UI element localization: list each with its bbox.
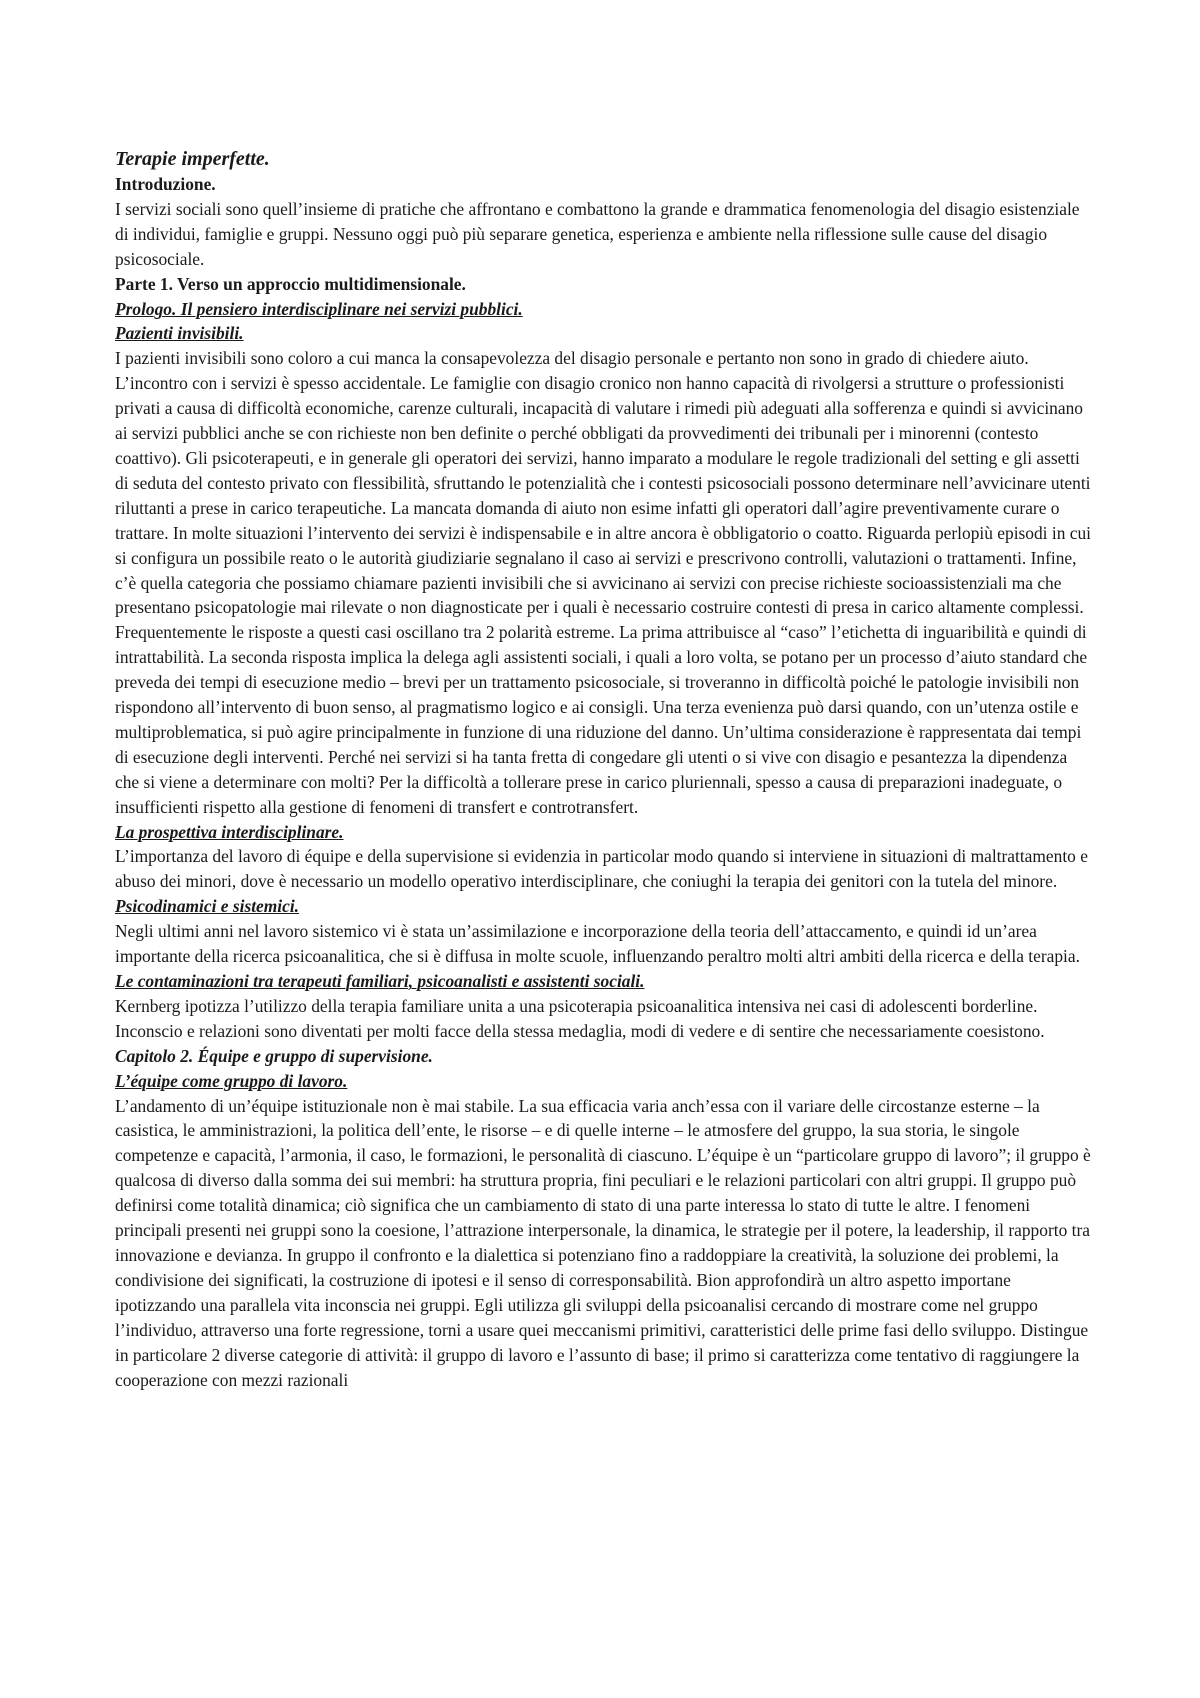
prologo-heading: Prologo. Il pensiero interdisciplinare nei servizi pubblici.	[115, 298, 523, 319]
intro-paragraph: I servizi sociali sono quell’insieme di pratiche che affrontano e combattono la grande e drammatica fenomenologia del disagio esistenziale di individui, famiglie e gruppi. Nessuno oggi può più separare genetica, esperienza e ambiente nella riflessione sulle cause del disagio psicosociale.	[115, 198, 1080, 269]
part1-heading: Parte 1. Verso un approccio multidimensionale.	[115, 273, 466, 294]
capitolo2-heading: Capitolo 2. Équipe e gruppo di supervisione.	[115, 1045, 433, 1066]
contaminazioni-heading: Le contaminazioni tra terapeuti familiari, psicoanalisti e assistenti sociali.	[115, 971, 645, 991]
document-title: Terapie imperfette.	[115, 148, 270, 170]
document-page	[115, 146, 1095, 1392]
equipe-paragraph: L’andamento di un’équipe istituzionale non è mai stabile. La sua efficacia varia anch’essa con il variare delle circostanze esterne – la casistica, le amministrazioni, la politica dell’ente, le risorse – e di quelle interne – le atmosfere del gruppo, la sua storia, le singole competenze e capacità, l’armonia, il caso, le formazioni, le personalità di ciascuno. L’équipe è un “particolare gruppo di lavoro”; il gruppo è qualcosa di diverso dalla somma dei sui membri: ha struttura propria, fini peculiari e le relazioni particolari con altri gruppi. Il gruppo può definirsi come totalità dinamica; ciò significa che un cambiamento di stato di una parte interessa lo stato di tutte le altre. I fenomeni principali presenti nei gruppi sono la coesione, l’attrazione interpersonale, la dinamica, le strategie per il potere, la leadership, il rapporto tra innovazione e devianza. In gruppo il confronto e la dialettica si potenziano fino a raddoppiare la creatività, la soluzione dei problemi, la condivisione dei significati, la costruzione di ipotesi e il senso di corresponsabilità. Bion approfondirà un altro aspetto importane ipotizzando una parallela vita inconscia nei gruppi. Egli utilizza gli sviluppi della psicoanalisi cercando di mostrare come nel gruppo l’individuo, attraverso una forte regressione, torni a usare quei meccanismi primitivi, caratteristici delle prime fasi dello sviluppo. Distingue in particolare 2 diverse categorie di attività: il gruppo di lavoro e l’assunto di base; il primo si caratterizza come tentativo di raggiungere la cooperazione con mezzi razionali	[115, 1095, 1091, 1390]
intro-heading: Introduzione.	[115, 174, 216, 194]
pazienti-invisibili-paragraph-1: I pazienti invisibili sono coloro a cui manca la consapevolezza del disagio personale e pertanto non sono in grado di chiedere aiuto. L’incontro con i servizi è spesso accidentale. Le famiglie con disagio cronico non hanno capacità di rivolgersi a strutture o professionisti privati a causa di difficoltà economiche, carenze culturali, incapacità di valutare i rimedi più adeguati alla sofferenza e quindi si avvicinano ai servizi pubblici anche se con richieste non ben definite o perché obbligati da provvedimenti dei tribunali per i minorenni (contesto coattivo). Gli psicoterapeuti, e in generale gli operatori dei servizi, hanno imparato a modulare le regole tradizionali del setting e gli assetti di seduta del contesto privato con flessibilità, sfruttando le potenzialità che i contesti psicosociali possono determinare nell’avvicinare utenti riluttanti a prese in carico terapeutiche. La mancata domanda di aiuto non esime infatti gli operatori dall’agire preventivamente curare o trattare. In molte situazioni l’intervento dei servizi è indispensabile e in altre ancora è obbligatorio o coatto. Riguarda perlopiù episodi in cui si configura un possibile reato o le autorità giudiziarie segnalano il caso ai servizi e prescrivono controlli, valutazioni o trattamenti. Infine, c’è quella categoria che possiamo chiamare pazienti invisibili che si avvicinano ai servizi con precise richieste socioassistenziali ma che presentano psicopatologie mai rilevate o non diagnosticate per i quali è necessario costruire contesti di presa in carico altamente complessi.	[115, 348, 1091, 618]
psicodinamici-paragraph: Negli ultimi anni nel lavoro sistemico vi è stata un’assimilazione e incorporazione della teoria dell’attaccamento, e quindi id un’area importante della ricerca psicoanalitica, che si è diffusa in molte scuole, influenzando peraltro molti altri ambiti della ricerca e della terapia.	[115, 921, 1080, 967]
equipe-heading: L’équipe come gruppo di lavoro.	[115, 1070, 348, 1091]
prospettiva-heading: La prospettiva interdisciplinare.	[115, 821, 344, 842]
psicodinamici-heading: Psicodinamici e sistemici.	[115, 896, 300, 917]
pazienti-invisibili-paragraph-2: Frequentemente le risposte a questi casi oscillano tra 2 polarità estreme. La prima attribuisce al “caso” l’etichetta di inguaribilità e quindi di intrattabilità. La seconda risposta implica la delega agli assistenti sociali, i quali a loro volta, se potano per un processo d’aiuto standard che preveda dei tempi di esecuzione medio – brevi per un trattamento psicosociale, si troveranno in difficoltà poiché le patologie invisibili non rispondono all’intervento di buon senso, al pragmatismo logico e ai consigli. Una terza evenienza può darsi quando, con un’utenza ostile e multiproblematica, si può agire principalmente in funzione di una riduzione del danno. Un’ultima considerazione è rappresentata dai tempi di esecuzione degli interventi. Perché nei servizi si ha tanta fretta di congedare gli utenti o si vive con disagio e pesantezza la dipendenza che si viene a determinare con molti? Per la difficoltà a tollerare prese in carico pluriennali, spesso a causa di preparazioni inadeguate, o insufficienti rispetto alla gestione di fenomeni di transfert e controtransfert.	[115, 622, 1088, 817]
prospettiva-paragraph: L’importanza del lavoro di équipe e della supervisione si evidenzia in particolar modo quando si interviene in situazioni di maltrattamento e abuso dei minori, dove è necessario un modello operativo interdisciplinare, che coniughi la terapia dei genitori con la tutela del minore.	[115, 846, 1088, 892]
pazienti-invisibili-heading: Pazienti invisibili.	[115, 323, 244, 344]
contaminazioni-paragraph: Kernberg ipotizza l’utilizzo della terapia familiare unita a una psicoterapia psicoanalitica intensiva nei casi di adolescenti borderline. Inconscio e relazioni sono diventati per molti facce della stessa medaglia, modi di vedere e di sentire che necessariamente coesistono.	[115, 995, 1045, 1041]
